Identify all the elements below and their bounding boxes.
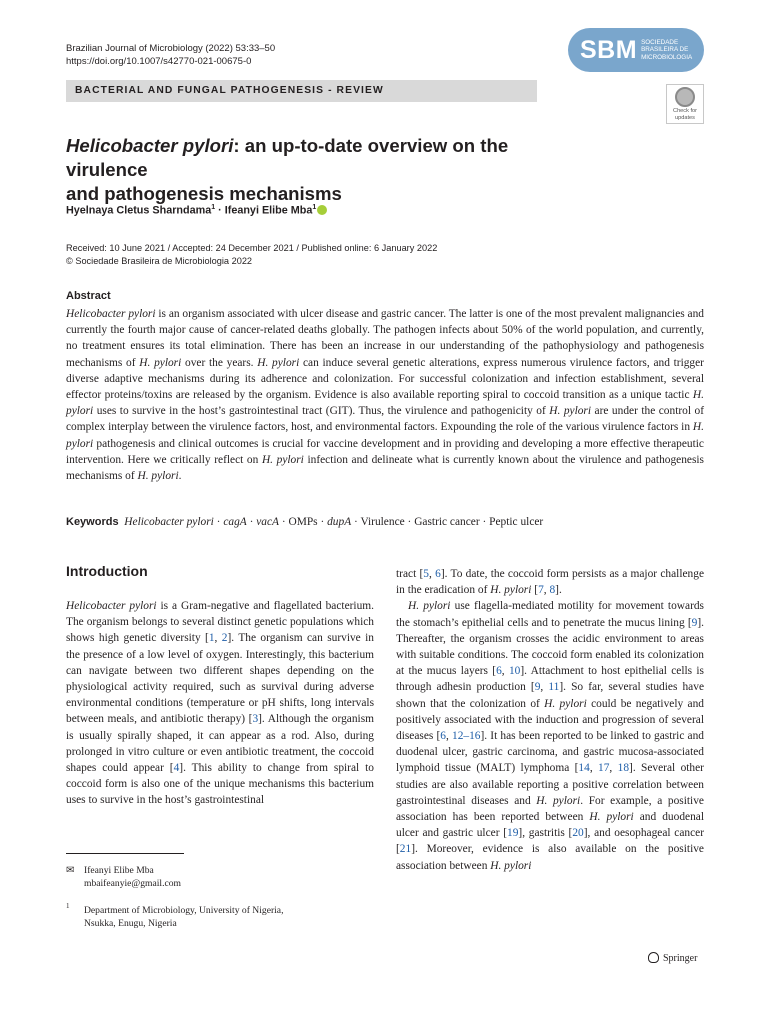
article-title: Helicobacter pylori: an up-to-date overview on the virulence and pathogenesis mechanisms bbox=[66, 135, 509, 204]
abstract-heading: Abstract bbox=[66, 290, 111, 302]
citation-link[interactable]: 10 bbox=[508, 665, 521, 678]
citation-link[interactable]: 5 bbox=[423, 568, 429, 580]
citation-link[interactable]: 21 bbox=[399, 843, 412, 856]
copyright: © Sociedade Brasileira de Microbiologia 2022 bbox=[66, 256, 253, 266]
check-for-updates-badge[interactable]: Check for updates bbox=[666, 84, 704, 124]
citation-link[interactable]: 20 bbox=[572, 827, 584, 840]
corresponding-email[interactable]: mbaifeanyie@gmail.com bbox=[84, 878, 182, 889]
citation-link[interactable]: 1 bbox=[208, 632, 215, 645]
citation-link[interactable]: 7 bbox=[538, 584, 544, 597]
citation-link[interactable]: 17 bbox=[598, 762, 610, 775]
sbm-logo bbox=[568, 28, 704, 72]
citation-link[interactable]: 3 bbox=[252, 713, 259, 726]
keywords: Keywords Helicobacter pylori · cagA · vacA · OMPs · dupA · Virulence · Gastric cancer · Peptic ulcer bbox=[66, 516, 544, 528]
citation-link[interactable]: 6 bbox=[440, 730, 446, 743]
affiliation-number: 1 bbox=[66, 902, 70, 910]
citation-link[interactable]: 2 bbox=[221, 632, 228, 645]
citation-link[interactable]: 8 bbox=[549, 584, 556, 597]
citation-link[interactable]: 6 bbox=[435, 568, 441, 580]
logo-subtext: SOCIEDADE BRASILEIRA DE MICROBIOLOGIA bbox=[641, 38, 693, 61]
corresponding-author: Ifeanyi Elibe Mba mbaifeanyie@gmail.com bbox=[84, 865, 182, 889]
author-list: Hyelnaya Cletus Sharndama$^1$ · Ifeanyi Elibe Mba$^1$ bbox=[66, 204, 327, 217]
journal-citation bbox=[66, 42, 275, 68]
intro-left-column: Helicobacter pylori is a Gram-negative and flagellated bacterium. The organism belongs to several distinct genetic populations which shows high genetic diversity [1, 2]. The organism can survive in the presence of a low level of oxygen. Interestingly, this bacterium can navigate between two different shapes depending on the physiological activity required, such as survival during adverse environmental conditions (temperature or pH shifts, long intervals between meals, and antibiotic therapy) [3]. Although the organism is usually spirally shaped, it can appear as a rod. Also, during prolonged in vitro culture or even antibiotic treatment, the coccoid shapes could appear [4]. This ability to change from spiral to coccoid form is also one of the unique mechanisms this bacterium uses to survive in the host’s gastrointestinal bbox=[66, 600, 374, 807]
springer-horse-icon bbox=[648, 952, 659, 963]
citation-link[interactable]: 9 bbox=[534, 681, 541, 694]
citation-link[interactable]: 6 bbox=[496, 665, 502, 678]
doi-link[interactable]: https://doi.org/10.1007/s42770-021-00675-0 bbox=[66, 56, 252, 67]
envelope-icon: ✉ bbox=[66, 865, 75, 876]
citation-link[interactable]: 14 bbox=[578, 762, 590, 775]
logo-text: SBM bbox=[580, 35, 638, 64]
author-name[interactable]: Hyelnaya Cletus Sharndama bbox=[66, 204, 212, 217]
citation-link[interactable]: 4 bbox=[173, 762, 180, 775]
citation-link[interactable]: 19 bbox=[507, 827, 519, 840]
author-name[interactable]: Ifeanyi Elibe Mba bbox=[224, 204, 313, 217]
journal-line: Brazilian Journal of Microbiology (2022) 53:33–50 bbox=[66, 43, 276, 54]
citation-link[interactable]: 12–16 bbox=[452, 730, 481, 743]
publisher-mark: Springer bbox=[648, 952, 697, 964]
publication-dates: Received: 10 June 2021 / Accepted: 24 December 2021 / Published online: 6 January 2022 © Sociedade Brasileira de Microbiologia 2022 bbox=[66, 243, 438, 266]
affiliation: Department of Microbiology, University of Nigeria, Nsukka, Enugu, Nigeria bbox=[84, 905, 284, 929]
citation-link[interactable]: 11 bbox=[548, 681, 560, 694]
keywords-label: Keywords bbox=[66, 516, 119, 528]
citation-link[interactable]: 18 bbox=[617, 762, 630, 775]
section-banner: BACTERIAL AND FUNGAL PATHOGENESIS - REVIEW bbox=[66, 80, 537, 102]
citation-link[interactable]: 9 bbox=[691, 616, 698, 629]
abstract-text: Helicobacter pylori is an organism associated with ulcer disease and gastric cancer. The latter is one of the most prevalent malignancies and currently the fourth major cause of cancer-related deaths globally. The pathogen infects about 50% of the world population, and currently, no treatment ensures its total elimination. There has been an increase in our understanding of the pathophysiology and pathogenesis mechanisms of H. pylori over the years. H. pylori can induce several genetic alterations, express numerous virulence factors, and trigger diverse adaptive mechanisms during its adherence and colonization. For successful colonization and infection establishment, several effector proteins/toxins are released by the organism. Evidence is also available reporting spiral to coccoid transition as a unique tactic H. pylori uses to survive in the host’s gastrointestinal tract (GIT). Thus, the virulence and pathogenicity of H. pylori are under the control of complex interplay between the virulence factors, host, and environmental factors. Expounding the role of the various virulence factors in H. pylori pathogenesis and clinical outcomes is crucial for vaccine development and in providing and developing a more effective therapeutic intervention. Here we critically reflect on H. pylori infection and delineate what is currently known about the virulence and pathogenesis mechanisms of H. pylori. bbox=[66, 308, 704, 483]
intro-right-column: tract [5, 6]. To date, the coccoid form persists as a major challenge in the eradication of H. pylori [7, 8]. H. pylori use flagella-mediated motility for movement towards the stomach’s epithelial cells and to penetrate the mucus lining [9]. Thereafter, the organism crosses the acidic environment to areas with suitable conditions. The coccoid form enabled its colonization at the mucus layers [6, 10]. Attachment to host epithelial cells is through adhesin production [9, 11]. So far, several studies have shown that the colonization of H. pylori could be negatively and positively associated with the induction and progression of several diseases [6, 12–16]. It has been reported to be linked to gastric and duodenal ulcer, gastric carcinoma, and gastric mucosa-associated lymphoid tissue (MALT) lymphoma [14, 17, 18]. Several other studies are also available reporting a positive correlation between gastrointestinal diseases and H. pylori. For example, a positive association has been reported between H. pylori and duodenal ulcer and gastric ulcer [19], gastritis [20], and oesophageal cancer [21]. Moreover, evidence is also available on the positive association between H. pylori bbox=[396, 568, 705, 872]
orcid-icon[interactable] bbox=[317, 205, 327, 215]
footnote-divider bbox=[66, 853, 184, 854]
introduction-heading: Introduction bbox=[66, 563, 148, 579]
update-icon bbox=[675, 87, 695, 107]
